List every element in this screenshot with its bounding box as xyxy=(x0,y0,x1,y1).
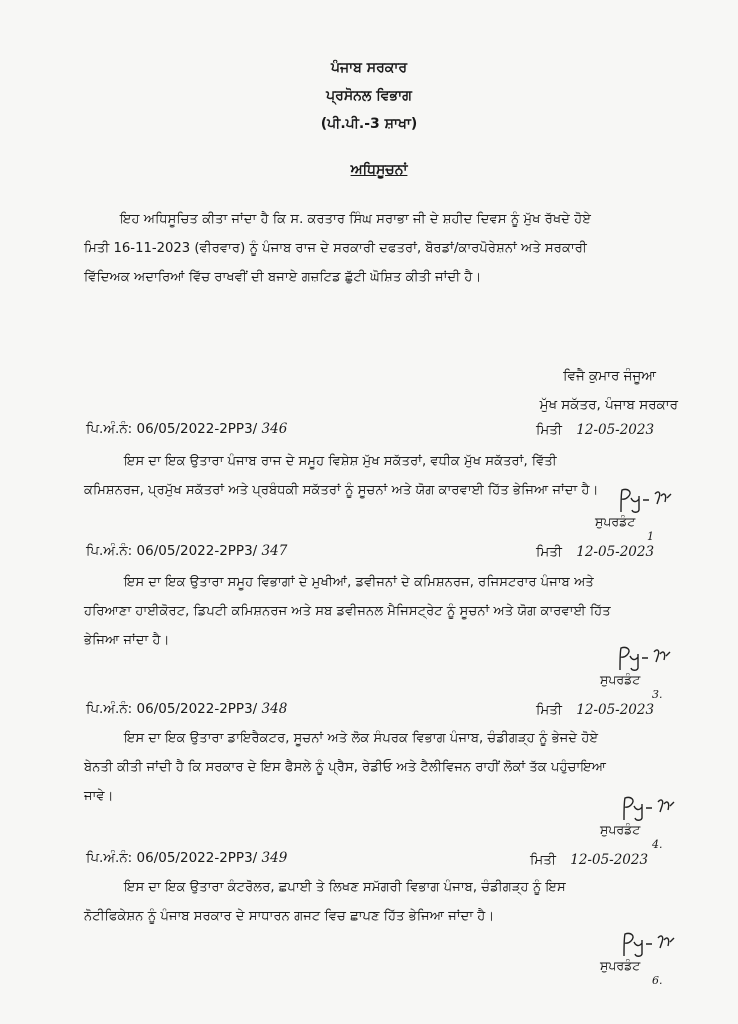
signer-number: 3. xyxy=(652,688,663,701)
endorsement-line: ਬੇਨਤੀ ਕੀਤੀ ਜਾਂਦੀ ਹੈ ਕਿ ਸਰਕਾਰ ਦੇ ਇਸ ਫੈਸਲੇ ਨੂੰ ਪ੍ਰੈਸ, ਰੇਡੀਓ ਅਤੇ ਟੈਲੀਵਿਜਨ ਰਾਹੀਂ ਲੋਕਾਂ ਤੱਕ ਪਹੁੰਚਾਇਆ xyxy=(84,760,607,775)
date-label: ਮਿਤੀ xyxy=(536,422,562,438)
endorsement-date xyxy=(536,422,654,438)
signer-number: 1 xyxy=(647,530,654,543)
ref-prefix: ਪਿ.ਅੰ.ਨੰ: 06/05/2022-2PP3/ xyxy=(86,701,258,717)
signatory-block xyxy=(540,362,678,420)
signer-label: ਸੁਪਰਡੰਟ xyxy=(600,672,641,687)
signer-number: 6. xyxy=(652,974,663,987)
signatory-designation: ਮੁੱਖ ਸਕੱਤਰ, ਪੰਜਾਬ ਸਰਕਾਰ xyxy=(539,397,678,413)
ref-number: 347 xyxy=(261,543,288,559)
body-line: ਇਹ ਅਧਿਸੂਚਿਤ ਕੀਤਾ ਜਾਂਦਾ ਹੈ ਕਿ ਸ. ਕਰਤਾਰ ਸਿੰਘ ਸਰਾਭਾ ਜੀ ਦੇ ਸ਼ਹੀਦ ਦਿਵਸ ਨੂੰ ਮੁੱਖ ਰੱਖਦੇ ਹੋਏ xyxy=(120,212,592,227)
notification-title: ਅਧਿਸੂਚਨਾਂ xyxy=(350,162,408,178)
ref-prefix: ਪਿ.ਅੰ.ਨੰ: 06/05/2022-2PP3/ xyxy=(86,850,258,866)
endorsement-ref xyxy=(86,543,287,559)
endorsement-line: ਕਮਿਸ਼ਨਰਜ, ਪ੍ਰਮੁੱਖ ਸਕੱਤਰਾਂ ਅਤੇ ਪ੍ਰਬੰਧਕੀ ਸਕੱਤਰਾਂ ਨੂੰ ਸੂਚਨਾਂ ਅਤੇ ਯੋਗ ਕਾਰਵਾਈ ਹਿੱਤ ਭੇਜਿਆ ਜਾਂਦਾ ਹੈ। xyxy=(84,483,599,498)
handwritten-signature-icon xyxy=(595,486,695,514)
superintendent-signature xyxy=(600,930,710,987)
endorsement-line: ਇਸ ਦਾ ਇਕ ਉਤਾਰਾ ਡਾਇਰੈਕਟਰ, ਸੂਚਨਾਂ ਅਤੇ ਲੋਕ ਸੰਪਰਕ ਵਿਭਾਗ ਪੰਜਾਬ, ਚੰਡੀਗੜ੍ਹ ਨੂੰ ਭੇਜਦੇ ਹੋਏ xyxy=(124,731,599,746)
endorsement-date xyxy=(536,544,654,560)
endorsement-line: ਭੇਜਿਆ ਜਾਂਦਾ ਹੈ। xyxy=(84,633,170,648)
endorsement-ref xyxy=(86,701,287,717)
ref-prefix: ਪਿ.ਅੰ.ਨੰ: 06/05/2022-2PP3/ xyxy=(86,421,258,437)
superintendent-signature xyxy=(595,486,705,543)
endorsement-line: ਇਸ ਦਾ ਇਕ ਉਤਾਰਾ ਪੰਜਾਬ ਰਾਜ ਦੇ ਸਮੂਹ ਵਿਸ਼ੇਸ਼ ਮੁੱਖ ਸਕੱਤਰਾਂ, ਵਧੀਕ ਮੁੱਖ ਸਕੱਤਰਾਂ, ਵਿੱਤੀ xyxy=(124,454,557,469)
endorsement-date xyxy=(536,702,654,718)
handwritten-signature-icon xyxy=(600,644,700,672)
endorsement-line: ਨੋਟੀਫਿਕੇਸ਼ਨ ਨੂੰ ਪੰਜਾਬ ਸਰਕਾਰ ਦੇ ਸਾਧਾਰਨ ਗਜਟ ਵਿਚ ਛਾਪਣ ਹਿੱਤ ਭੇਜਿਆ ਜਾਂਦਾ ਹੈ। xyxy=(84,909,495,924)
ref-number: 349 xyxy=(261,850,288,866)
signer-label: ਸੁਪਰਡੰਟ xyxy=(600,822,641,837)
date-value: 12-05-2023 xyxy=(570,852,649,868)
signer-number: 4. xyxy=(652,838,663,851)
ref-number: 348 xyxy=(261,701,288,717)
date-label: ਮਿਤੀ xyxy=(530,852,556,868)
ref-number: 346 xyxy=(261,421,288,437)
endorsement-line: ਇਸ ਦਾ ਇਕ ਉਤਾਰਾ ਕੰਟਰੋਲਰ, ਛਪਾਈ ਤੇ ਲਿਖਣ ਸਮੱਗਰੀ ਵਿਭਾਗ ਪੰਜਾਬ, ਚੰਡੀਗੜ੍ਹ ਨੂੰ ਇਸ xyxy=(124,880,566,895)
date-value: 12-05-2023 xyxy=(576,702,655,718)
handwritten-signature-icon xyxy=(600,930,700,958)
signatory-name: ਵਿਜੈ ਕੁਮਾਰ ਜੰਜੂਆ xyxy=(563,368,656,384)
endorsement-date xyxy=(530,852,648,868)
header-branch: (ਪੀ.ਪੀ.-3 ਸ਼ਾਖਾ) xyxy=(320,116,418,132)
endorsement-ref xyxy=(86,421,287,437)
signer-label: ਸੁਪਰਡੰਟ xyxy=(600,958,641,973)
signer-label: ਸੁਪਰਡੰਟ xyxy=(595,514,636,529)
superintendent-signature xyxy=(600,644,710,701)
date-label: ਮਿਤੀ xyxy=(536,544,562,560)
notification-body xyxy=(84,205,664,292)
date-value: 12-05-2023 xyxy=(576,544,655,560)
date-label: ਮਿਤੀ xyxy=(536,702,562,718)
header-department: ਪ੍ਰਸੋਨਲ ਵਿਭਾਗ xyxy=(326,88,412,104)
endorsement-text xyxy=(84,568,664,655)
endorsement-text xyxy=(84,447,664,505)
date-value: 12-05-2023 xyxy=(576,422,655,438)
endorsement-ref xyxy=(86,850,287,866)
endorsement-line: ਇਸ ਦਾ ਇਕ ਉਤਾਰਾ ਸਮੂਹ ਵਿਭਾਗਾਂ ਦੇ ਮੁਖੀਆਂ, ਡਵੀਜਨਾਂ ਦੇ ਕਮਿਸ਼ਨਰਜ, ਰਜਿਸਟਰਾਰ ਪੰਜਾਬ ਅਤੇ xyxy=(124,575,594,590)
superintendent-signature xyxy=(600,794,710,851)
header-government: ਪੰਜਾਬ ਸਰਕਾਰ xyxy=(330,60,408,76)
endorsement-line: ਜਾਵੇ। xyxy=(84,789,114,804)
body-line: ਮਿਤੀ 16-11-2023 (ਵੀਰਵਾਰ) ਨੂੰ ਪੰਜਾਬ ਰਾਜ ਦੇ ਸਰਕਾਰੀ ਦਫਤਰਾਂ, ਬੋਰਡਾਂ/ਕਾਰਪੋਰੇਸ਼ਨਾਂ ਅਤੇ ਸਰਕਾਰੀ xyxy=(84,241,587,256)
ref-prefix: ਪਿ.ਅੰ.ਨੰ: 06/05/2022-2PP3/ xyxy=(86,543,258,559)
endorsement-text xyxy=(84,724,664,811)
endorsement-text xyxy=(84,873,664,931)
handwritten-signature-icon xyxy=(600,794,700,822)
endorsement-line: ਹਰਿਆਣਾ ਹਾਈਕੋਰਟ, ਡਿਪਟੀ ਕਮਿਸ਼ਨਰਜ ਅਤੇ ਸਬ ਡਵੀਜਨਲ ਮੈਜਿਸਟ੍ਰੇਟ ਨੂੰ ਸੂਚਨਾਂ ਅਤੇ ਯੋਗ ਕਾਰਵਾਈ ਹਿੱਤ xyxy=(84,604,611,619)
body-line: ਵਿੱਦਿਅਕ ਅਦਾਰਿਆਂ ਵਿੱਚ ਰਾਖਵੀਂ ਦੀ ਬਜਾਏ ਗਜ਼ਟਿਡ ਛੁੱਟੀ ਘੋਸ਼ਿਤ ਕੀਤੀ ਜਾਂਦੀ ਹੈ। xyxy=(84,270,482,285)
